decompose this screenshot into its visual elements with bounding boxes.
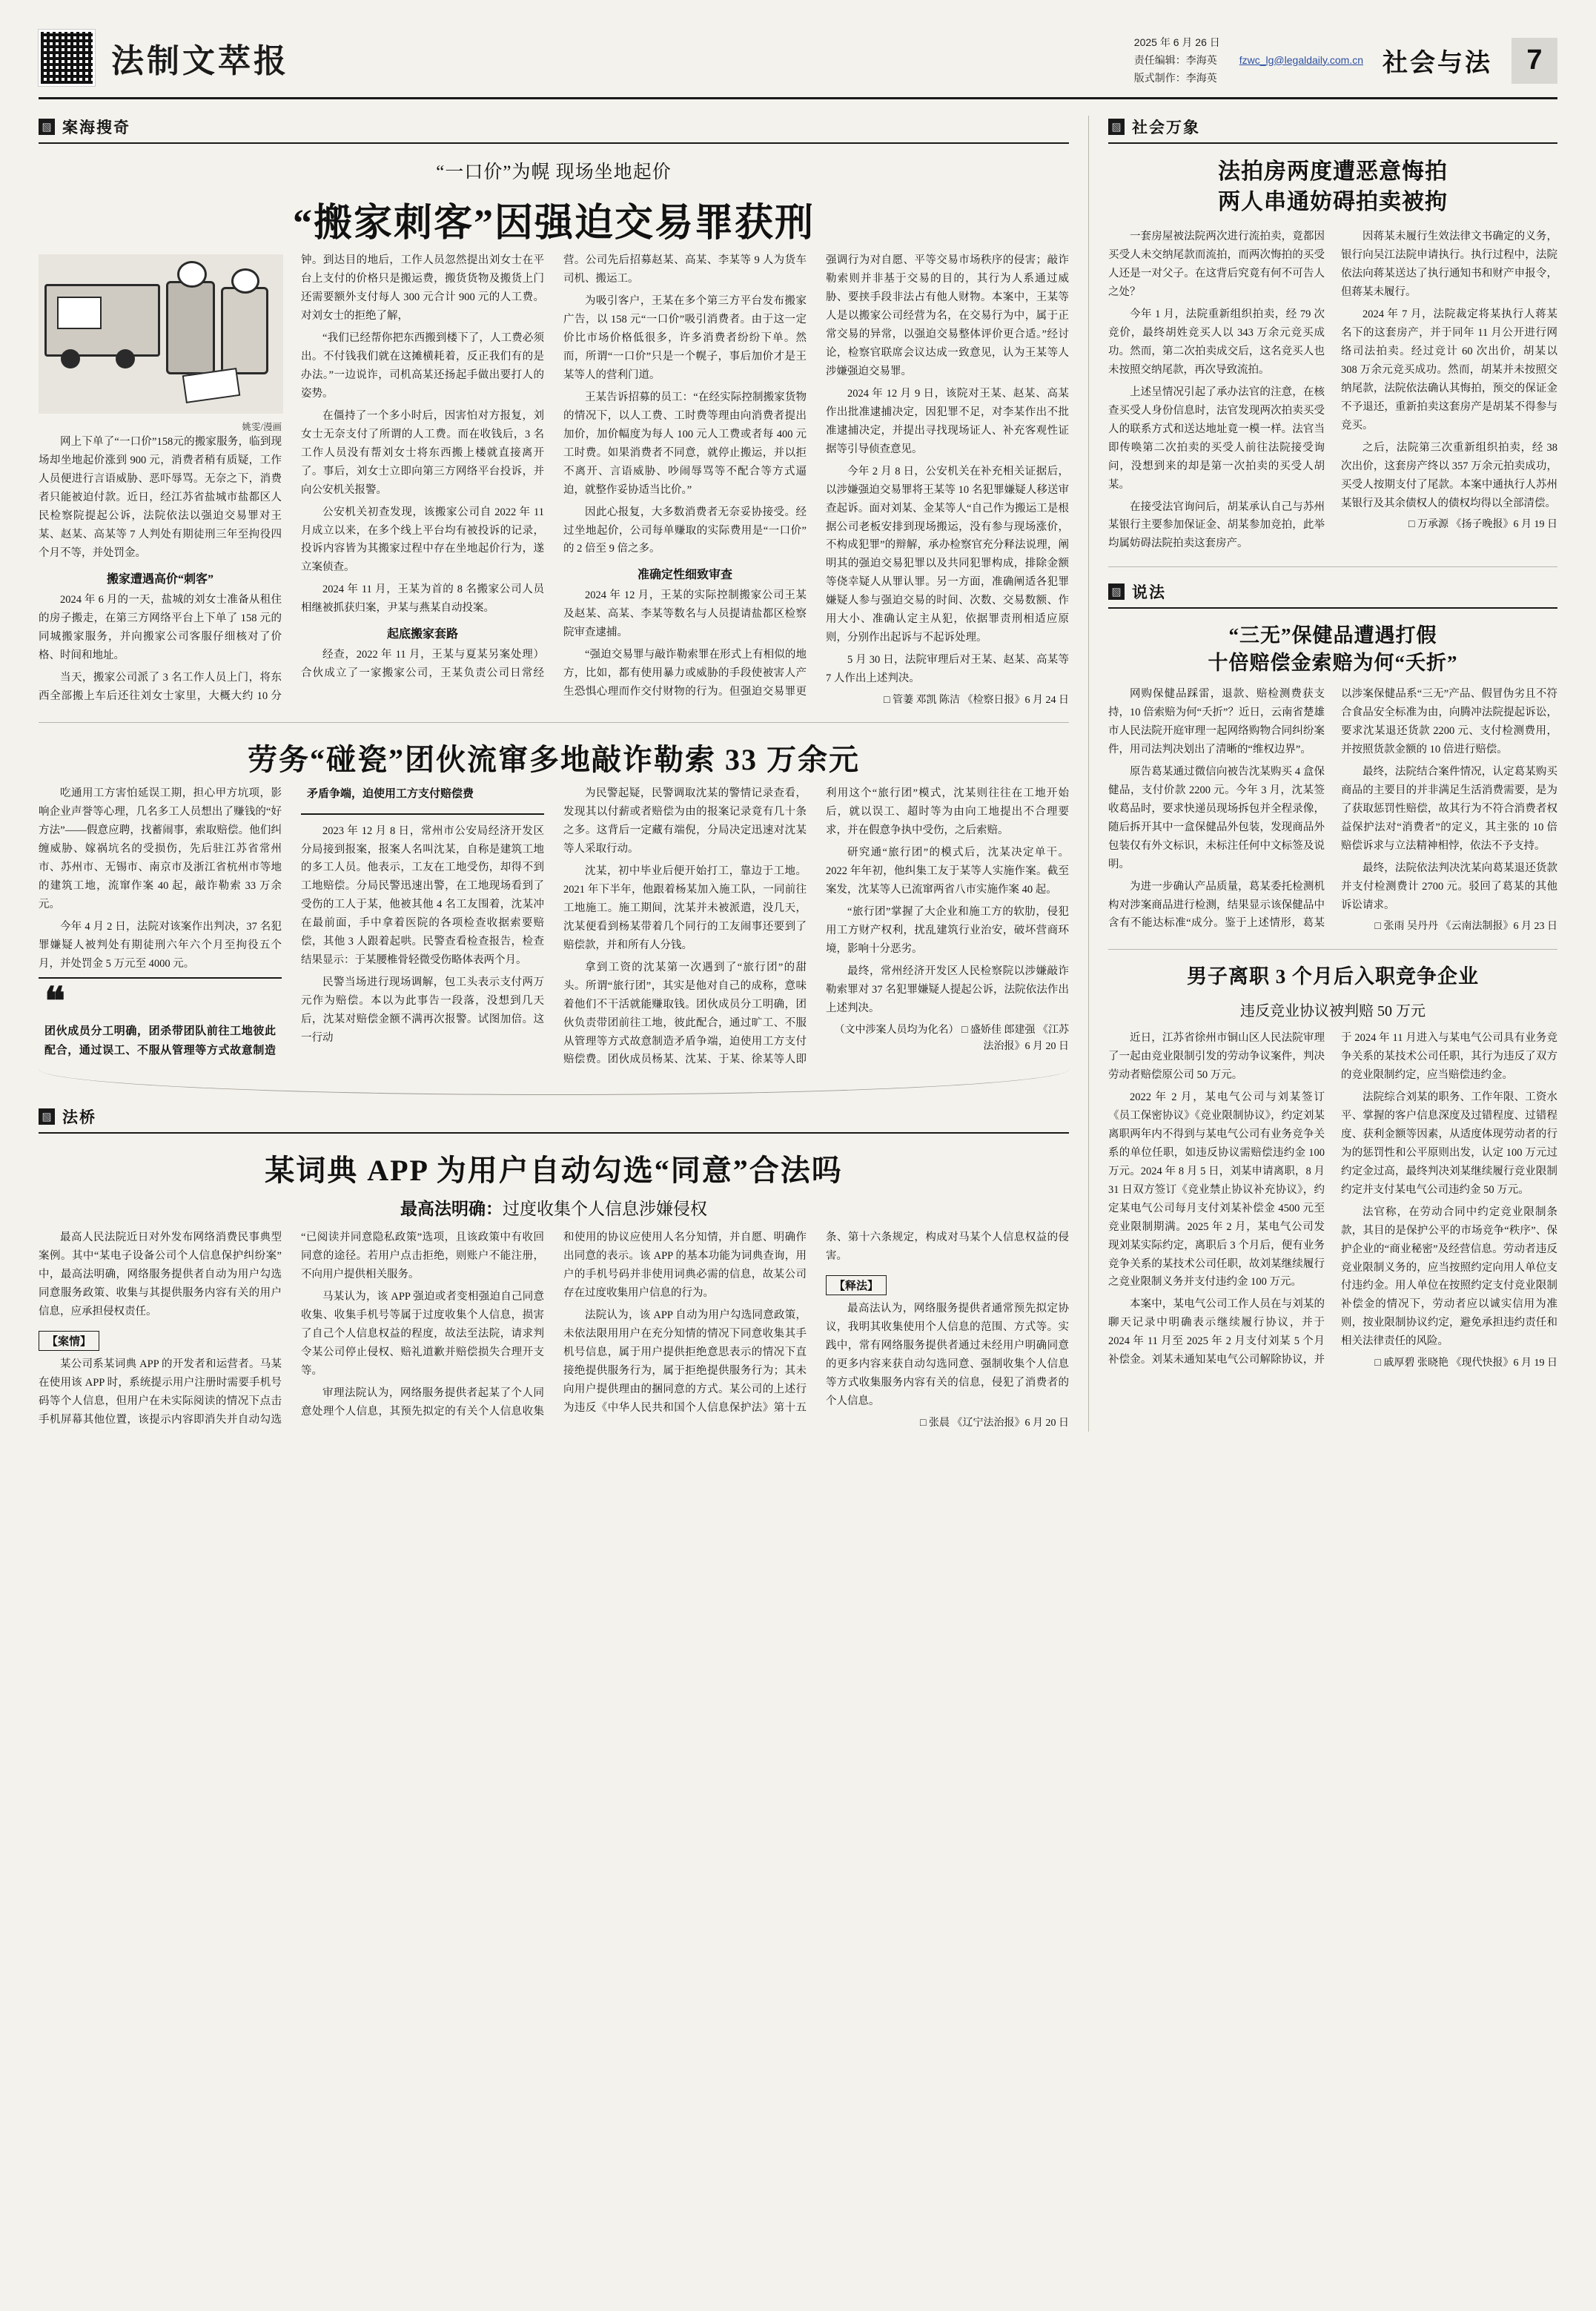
wheel-shape	[116, 349, 135, 368]
article-subhead: 准确定性细致审查	[637, 569, 732, 582]
section-marker-icon: ▧	[1108, 119, 1125, 135]
article-byline: （文中涉案人员均为化名） □ 盛娇佳 郎建强 《江苏法治报》6 月 20 日	[834, 1024, 1069, 1052]
paragraph: 沈某，初中毕业后便开始打工，靠边于工地。2021 年下半年，他跟着杨某加入施工队，一同前往工地施工。施工期间，沈某并未被派遣，没几天，沈某便看到杨某带着几个同行的工友闹事还要到了赔偿款，并和所有人分钱。	[563, 865, 807, 951]
section-marker-icon: ▧	[39, 119, 55, 135]
paragraph: 之后，法院第三次重新组织拍卖，经 38 次出价，这套房产终以 357 万余元拍卖成功，买受人按期支付了尾款。本案中通执行人苏州某银行及其余债权人的债权均得以全部清偿。	[1341, 441, 1557, 509]
paragraph: 2022 年 2 月，某电气公司与刘某签订《员工保密协议》《竞业限制协议》，约定刘某离职两年内不得到与某电气公司有业务竞争关系的单位任职，如违反协议需赔偿违约金 100 万元。2024 年 8 月 5 日，刘某申请离职，8 月 31 日双方签订《竞业禁止协议补充协议》，约定某电气公司每月支付刘某补偿金 4500 元至竞业限制期满。2025 年 2 月，某电气公司发现刘某实际约定，离职后 3 个月后，便有业务竞争关系的某技术公司任职，故刘某继续履行之竞业限制义务并支付违约金 100 万元。	[1108, 1091, 1325, 1289]
paragraph: 最终，常州经济开发区人民检察院以涉嫌敲诈勒索罪对 37 名犯罪嫌疑人提起公诉，法院依法作出上述判决。	[826, 965, 1069, 1014]
article-headline	[1108, 622, 1557, 676]
paragraph: 因蒋某未履行生效法律文书确定的义务，银行向吴江法院申请执行。执行过程中，法院依法向蒋某送达了执行通知书和财产申报令，但蒋某未履行。	[1341, 231, 1557, 299]
paragraph: 王某告诉招募的员工：“在经实际控制搬家货物的情况下，以人工费、工时费等理由向消费者提出加价，加价幅度为每人 100 元人工费或者每 400 元工时费。如果消费者不同意，就停止搬运，并以拒不离开、言语威胁、吵闹辱骂等不配合等方式逼迫，就整作妥协适当比价。”	[563, 391, 807, 496]
article-byline: □ 张雨 吴丹丹 《云南法制报》6 月 23 日	[1374, 921, 1557, 933]
paragraph: “我们已经帮你把东西搬到楼下了，人工费必须出。不付钱我们就在这摊横耗着，反正我们有的是办法。”一边说诈，司机高某还扬起手做出要打人的姿势。	[301, 332, 544, 400]
mover-figure	[221, 287, 268, 374]
paragraph: 为民警起疑，民警调取沈某的警情记录查看，发现其以付薪或者赔偿为由的报案记录竟有几十条之多。这背后一定藏有端倪，分局决定迅速对沈某等人采取行动。	[563, 787, 807, 856]
article-body	[39, 251, 1069, 709]
explain-label: 【释法】	[826, 1275, 887, 1295]
masthead-meta	[1134, 34, 1220, 87]
paragraph: 2024 年 12 月，王某的实际控制搬家公司王某及赵某、高某、李某等数名与人员提请盐都区检察院审查逮捕。	[563, 589, 807, 639]
paragraph: 5 月 30 日，法院审理后对王某、赵某、高某等 7 人作出上述判决。	[826, 654, 1069, 685]
paragraph: 法官称，在劳动合同中约定竞业限制条款，其目的是保护公平的市场竞争“秩序”、保护企业的“商业秘密”及经营信息。劳动者违反竞业限制义务的，应当按照约定向用人单位支付违约金。用人单位在按照约定支付竞业限制补偿金的情况下，劳动者应以诚实信用为准则，按业限制协议约定，避免承担违约责任和相关法律责任的风险。	[1341, 1206, 1557, 1348]
article-headline: 劳务“碰瓷”团伙流窜多地敲诈勒索 33 万余元	[248, 743, 860, 777]
paragraph: 2024 年 11 月，王某为首的 8 名搬家公司人员相继被抓获归案，尹某与燕某自动投案。	[301, 583, 544, 615]
section-tag-label: 法桥	[62, 1108, 96, 1127]
page-body	[39, 116, 1557, 1432]
article-subheadline: 违反竞业协议被判赔 50 万元	[1240, 1003, 1426, 1020]
paragraph: 经查，2022 年 11 月，王某与夏某另案处理）合伙成立了一家搬家公司，王某负责公司日常经营。公司先后招募赵某、高某、李某等 9 人为货车司机、搬运工。	[301, 254, 807, 680]
article-subhead: 起底搬家套路	[386, 628, 458, 641]
section-tag-shehuiwanxiang	[1108, 116, 1557, 144]
paragraph: 2024 年 12 月 9 日，该院对王某、赵某、高某作出批准逮捕决定，因犯罪不足，对李某作出不批准逮捕决定，并提出寻找现场证人、补充客观性证据等引导侦查意见。	[826, 387, 1069, 455]
paragraph: 本案中，某电气公司工作人员在与刘某的聊天记录中明确表示继续履行协议，并于 2024 年 11 月至 2025 年 2 月支付刘某 5 个月补偿金。刘某未通知某电气公司解除协议，并于 2024 年 11 月进入与某电气公司具有业务竞争关系的某技术公司任职，其行为违反了双方的竞业限制约定，应当赔偿违约金。	[1108, 1032, 1557, 1366]
page-number: 7	[1511, 38, 1557, 84]
paper-title: 法制文萃报	[111, 43, 289, 79]
paragraph: 最高法认为，网络服务提供者通常预先拟定协议，我明其收集使用个人信息的范围、方式等。实践中，常有网络服务提供者通过未经用户明确同意的更多内容来获自动勾选同意、强制收集个人信息等方式收集服务内容有关的信息，侵犯了消费者的个人信息。	[826, 1303, 1069, 1407]
subheadline-prefix: 最高法明确：	[400, 1200, 503, 1219]
divider	[1108, 949, 1557, 950]
contact-email[interactable]: fzwc_lg@legaldaily.com.cn	[1239, 53, 1363, 66]
paragraph: 网购保健品踩雷，退款、赔检测费获支持，10 倍索赔为何“夭折”？近日，云南省楚雄市人民法院开庭审理一起网络购物合同纠纷案件，用司法判决划出了清晰的“维权边界”。	[1108, 688, 1325, 756]
paragraph: 最终，法院依法判决沈某向葛某退还货款并支付检测费计 2700 元。驳回了葛某的其他诉讼请求。	[1341, 862, 1557, 911]
right-column	[1088, 116, 1557, 1432]
paragraph: 今年 4 月 2 日，法院对该案作出判决，37 名犯罪嫌疑人被判处有期徒刑六年六个月至拘役五个月，并处罚金 5 万元至 4000 元。	[39, 920, 282, 970]
article-byline: □ 管萋 邓凯 陈洁 《检察日报》6 月 24 日	[884, 694, 1069, 706]
article-body	[39, 784, 1069, 1069]
truck-shape	[44, 284, 160, 357]
decorative-curve	[39, 1069, 1069, 1095]
paragraph: 2024 年 6 月的一天，盐城的刘女士准备从租住的房子搬走，在第三方网络平台上下单了 158 元的同城搬家服务，并向搬家公司客服仔细核对了价格、时间和地址。	[39, 593, 282, 661]
paragraph: 吃通用工方害怕延误工期，担心甲方坑项，影响企业声誉等心理，几名多工人员想出了赚钱的“好方法”——假意应聘，找蓄闹事，索取赔偿。他们纠缠威胁、嫁祸坑名的受损伤，先后驻江苏省常州市、苏州市、无锡市、南京市及浙江省杭州市等地的建筑工地，流窜作案 40 起，敲诈勒索 33 万余元。	[39, 787, 282, 910]
article-byline: □ 万承源 《扬子晚报》6 月 19 日	[1408, 519, 1557, 531]
paragraph: 审理法院认为，网络服务提供者起某了个人同意处理个人信息，其预先拟定的有关个人信息收集和使用的协议应使用人名分知情，并自愿、明确作出同意的表示。该 APP 的基本功能为词典查询，用户的手机号码并非使用词典必需的信息，故某公司存在过度收集用户信息的行为。	[301, 1231, 807, 1418]
wheel-shape	[61, 349, 80, 368]
paragraph: 一套房屋被法院两次进行流拍卖，竟都因买受人未交纳尾款而流拍，而两次悔拍的买受人还是一对父子。在这背后究竟有何不可告人之处？	[1108, 231, 1325, 299]
quote-mark-icon: ❝	[44, 980, 65, 1023]
qr-code-icon[interactable]	[39, 30, 95, 86]
article-headline	[1108, 157, 1557, 217]
article-body	[1108, 685, 1557, 936]
paragraph: 原告葛某通过微信向被告沈某购买 4 盒保健品，支付价款 2200 元。今年 3 月，沈某签收葛品时，要求快递员现场拆包并全程录像，随后拆开其中一盒保健品外包装，发现商品外包装仅有外文标识，未标注任何中文标签及说明。	[1108, 765, 1325, 870]
issue-date: 2025 年 6 月 26 日	[1133, 36, 1220, 48]
article-headline: 某词典 APP 为用户自动勾选“同意”合法吗	[265, 1154, 843, 1188]
headline-line-2: 十倍赔偿金索赔为何“夭折”	[1208, 651, 1458, 674]
paragraph: 在接受法官询问后，胡某承认自己与苏州某银行主要参加保证金、胡某参加竞拍，此举均属妨碍法院拍卖这套房产。	[1108, 500, 1325, 550]
headline-line-1: 法拍房两度遭恶意悔拍	[1218, 159, 1448, 185]
article-headline: “搬家刺客”因强迫交易罪获刑	[292, 202, 815, 245]
paragraph: 上述呈情况引起了承办法官的注意，在核查买受人身份信息时，法官发现两次拍卖买受人的联系方式和送达地址竟一模一样。法官当即传唤第二次拍卖的买受人前往法院接受询问，没想到来的却是第一次拍卖的买受人胡某。	[1108, 386, 1325, 491]
paragraph: 最终，法院结合案件情况，认定葛某购买商品的主要目的并非满足生活消费需要，是为了获取惩罚性赔偿，故其行为不符合消费者权益保护法对“消费者”的定义，其主张的 10 倍赔偿诉求与立法精神相悖，依法不予支持。	[1341, 765, 1557, 852]
left-column	[39, 116, 1069, 1432]
paragraph: 在僵持了一个多小时后，因害怕对方报复，刘女士无奈支付了所谓的人工费。而在收钱后，3 名工作人员没有帮刘女士将东西搬上楼就直接离开了。事后，刘女士立即向第三方网络平台投诉，并向公安机关报警。	[301, 409, 544, 496]
paragraph: 今年 1 月，法院重新组织拍卖，经 79 次竞价，最终胡姓竞买人以 343 万余元竞买成功。然而，第二次拍卖成交后，这名竞买人也未按照交纳尾款，再次导致流拍。	[1108, 308, 1325, 376]
cash-shape	[182, 368, 241, 403]
section-tag-label: 社会万象	[1132, 119, 1200, 137]
paragraph: 2023 年 12 月 8 日，常州市公安局经济开发区分局接到报案，报案人名叫沈某，自称是建筑工地的多工人员。他表示，工友在工地受伤，却得不到工地赔偿。分局民警迅速出警，在工地现场看到了受伤的工人于某，他被其他 4 名工友围着，沈某冲在最前面，手中拿着医院的各项检查收据索要赔偿，其他 3 人跟着起哄。民警查看检查报告，检查结果显示：于某腰椎骨轻微受伤略体表两个月。	[301, 824, 544, 967]
article-moving-scam	[39, 157, 1069, 709]
paragraph: 为进一步确认产品质量，葛某委托检测机构对涉案商品进行检测，结果显示该保健品中含有不能达标准“成分。鉴于上述情形，葛某以涉案保健品系“三无”产品、假冒伪劣且不符合食品安全标准为由，向腾冲法院提起诉讼，要求沈某退还货款 2200 元、支付检测费用，并按照货款金额的 10 倍进行赔偿。	[1108, 688, 1557, 930]
paragraph: 网上下单了“一口价”158元的搬家服务，临到现场却坐地起价涨到 900 元，消费者稍有质疑，工作人员便进行言语威胁、恶吓辱骂。无奈之下，消费者只能被迫付款。近日，经江苏省盐城市盐都区人民检察院提起公诉，法院依法以强迫交易罪对王某、赵某、高某等 7 人判处有期徒刑三年至拘役四个月不等，并处罚金。	[39, 436, 282, 560]
headline-line-1: “三无”保健品遭遇打假	[1228, 624, 1437, 647]
paragraph: “旅行团”掌握了大企业和施工方的软肋，侵犯用工方财产权利，扰乱建筑行业治安，破坏营商环境，影响十分恶劣。	[826, 905, 1069, 955]
section-marker-icon: ▧	[39, 1108, 55, 1125]
subheadline-main: 过度收集个人信息涉嫌侵权	[503, 1200, 707, 1219]
masthead-right	[1134, 30, 1557, 87]
paragraph: 研究通“旅行团”的模式后，沈某决定单干。2022 年年初，他纠集工友于某等人实施作案。截至案发，沈某等人已流窜两省八市实施作案 40 起。	[826, 847, 1069, 896]
article-byline: □ 戚厚碧 张晓艳 《现代快报》6 月 19 日	[1374, 1358, 1557, 1369]
divider	[1108, 566, 1557, 567]
illustration-credit: 姚雯/漫画	[242, 422, 282, 433]
section-tag-anhaisouqi	[39, 116, 1069, 144]
article-auction-house	[1108, 157, 1557, 553]
paragraph: 当天，搬家公司派了 3 名工作人员上门，将东西全部搬上车后还往刘女士家里，大概大约 10 分钟。到达目的地后，工作人员忽然提出刘女士在平台上支付的价格只是搬运费，搬货货物及搬货上门还需要额外支付每人 300 元合计 900 元的人工费。对刘女士的拒绝了解，	[39, 254, 544, 702]
editor-credit: 责任编辑：李海英	[1133, 53, 1217, 66]
paragraph: 为吸引客户，王某在多个第三方平台发布搬家广告，以 158 元“一口价”吸引消费者。由于这一定价比市场价格低很多，许多消费者纷纷下单。然而，所谓“一口价”只是一个幌子，事后加价才是王某等人的营利门道。	[563, 295, 807, 382]
mover-figure	[166, 281, 215, 374]
article-non-compete	[1108, 963, 1557, 1372]
article-kicker: “一口价”为幌 现场坐地起价	[436, 162, 672, 183]
section-marker-icon: ▧	[1108, 583, 1125, 600]
article-health-product	[1108, 622, 1557, 936]
masthead	[39, 30, 1557, 99]
paragraph: 2024 年 7 月，法院裁定将某执行人蒋某名下的这套房产，并于同年 11 月公开进行网络司法拍卖。经过竞计 60 次出价，胡某以 308 万余元竞买成功。然而，胡某并未按照交纳尾款，法院依法确认其悔拍，预交的保证金不予退还，重新拍卖这套房产是胡某不得参与竞买。	[1341, 308, 1557, 432]
paragraph: 今年 2 月 8 日，公安机关在补充相关证据后，以涉嫌强迫交易罪将王某等 10 名犯罪嫌疑人移送审查起诉。面对刘某、金某等人“自己作为搬运工是根据公司老板安排到现场搬运，没有参与现场涨价，不构成犯罪”的辩解，承办检察官充分释法说理，阐明其的强迫交易犯罪以及共同犯罪构成，排除金额等侥幸疑人从罪认罪。另一方面，准确阐适各犯罪嫌疑人参与强迫交易的时间、次数、交易数额、作用大小、准确认定主从犯，依据罪责刑相适应原则，分别作出起诉与不起诉处理。	[826, 465, 1069, 644]
divider	[39, 722, 1069, 723]
section-tag-faqiao	[39, 1105, 1069, 1134]
pull-quote-text: 团伙成员分工明确，团杀带团队前往工地彼此配合，通过误工、不服从管理等方式故意制造矛盾争端，迫使用工方支付赔偿费	[44, 788, 474, 1057]
paragraph: 某公司系某词典 APP 的开发者和运营者。马某在使用该 APP 时，系统提示用户注册时需要手机号码等个人信息，但用户在未实际阅读的情况下点击手机屏幕其他位置，该提示内容即消失并自动勾选“已阅读并同意隐私政策”选项，且该政策中有收回同意的途径。若用户点击拒绝，则账户不能注册，不向用户提供相关服务。	[39, 1231, 544, 1426]
section-tag-label: 说法	[1132, 583, 1166, 602]
paragraph: 民警当场进行现场调解，包工头表示支付两万元作为赔偿。本以为此事告一段落，没想到几天后，沈某对赔偿金额不满再次报警。试图加倍。这一行动	[301, 976, 544, 1044]
article-dictionary-app	[39, 1147, 1069, 1432]
paragraph: 拿到工资的沈某第一次遇到了“旅行团”的甜头。所谓“旅行团”，其实是他对自己的成称，意味着他们不干活就能赚取钱。团伙成员分工明确，团伙负责带团前往工地，彼此配合，通过旷工、不服从管理等方式故意制造矛盾争端，迫使用工方支付赔偿费。团伙成员杨某、沈某、于某、徐某等人即利用这个“旅行团”模式，沈某则往往在工地开始后，就以误工、超时等为由向工地提出不合理要求，并在假意争执中受伤，之后索赔。	[563, 787, 1069, 1066]
article-body	[39, 1229, 1069, 1432]
case-label: 【案情】	[39, 1331, 99, 1351]
paragraph: 法院认为，该 APP 自动为用户勾选同意政策，未依法限用用户在充分知情的情况下同意收集其手机号信息，属于用户提供拒绝意思表示的情况下直接绝提供服务行为，属于拒绝提供服务行为；其未向用户提供理由的捆同意的方式。某公司的上述行为违反《中华人民共和国个人信息保护法》第十五条、第十六条规定，构成对马某个人信息权益的侵害。	[563, 1231, 1069, 1414]
paragraph: 最高人民法院近日对外发布网络消费民事典型案例。其中“某电子设备公司个人信息保护纠纷案”中，最高法明确，网络服务提供者自动为用户勾选同意服务政策、收集与其提供服务内容有关的用户信息，应承担侵权责任。	[39, 1231, 282, 1318]
paragraph: “强迫交易罪与敲诈勒索罪在形式上有相似的地方，比如，都有使用暴力或威胁的手段使被害人产生恐惧心理而作交付财物的行为。但强迫交易罪更强调行为对自愿、平等交易市场秩序的侵害；敲诈勒索则并非基于交易的目的，其行为人系通过威胁、要挟手段非法占有他人财物。本案中，王某等人是以搬家公司经营为名，在交易行为中，属于正常交易的异常，以强迫交易整体评价更合适。”经讨论，检察官联席会议达成一致意见，认为王某等人涉嫌强迫交易罪。	[563, 254, 1069, 698]
masthead-email-block	[1239, 52, 1363, 70]
article-subheadline	[39, 1195, 1069, 1220]
illustration-moving-truck	[39, 254, 283, 414]
paragraph: 近日，江苏省徐州市铜山区人民法院审理了一起由竞业限制引发的劳动争议案件，判决劳动者赔偿原公司 50 万元。	[1108, 1032, 1325, 1082]
article-subhead: 搬家遭遇高价“刺客”	[106, 572, 213, 586]
article-body	[1108, 1029, 1557, 1372]
article-body	[1108, 228, 1557, 553]
section-tag-label: 案海搜奇	[62, 119, 130, 137]
section-tag-shuofa	[1108, 581, 1557, 609]
article-headline: 男子离职 3 个月后入职竞争企业	[1187, 965, 1479, 988]
paragraph: 因此心报复，大多数消费者无奈妥协接受。经过坐地起价，公司每单赚取的实际费用是“一口价”的 2 倍至 9 倍之多。	[563, 506, 807, 555]
paragraph: 马某认为，该 APP 强迫或者变相强迫自己同意收集、收集手机号等属于过度收集个人信息，损害了自己个人信息权益的程度，故法至法院，请求判令某公司停止侵权、赔礼道歉并赔偿损失合理开支等。	[301, 1291, 544, 1377]
paragraph: 公安机关初查发现，该搬家公司自 2022 年 11 月成立以来，在多个线上平台均有被投诉的记录，投诉内容皆为其搬家过程中存在坐地起价行为，遂立案侦查。	[301, 506, 544, 574]
article-byline: □ 张晨 《辽宁法治报》6 月 20 日	[920, 1417, 1069, 1429]
section-title: 社会与法	[1383, 50, 1492, 78]
paragraph: 法院综合刘某的职务、工作年限、工资水平、掌握的客户信息深度及过错程度、过错程度、获利金额等因素，从适度体现劳动者的行为的惩罚性和公平原则出发，认定 100 万元过约定金过高，最终判决刘某继续履行竞业限制约定并支付某电气公司违约金 50 万元。	[1341, 1091, 1557, 1196]
masthead-left	[39, 30, 289, 86]
article-labor-extortion	[39, 736, 1069, 1069]
layout-credit: 版式制作：李海英	[1133, 71, 1217, 84]
headline-line-2: 两人串通妨碍拍卖被拘	[1218, 189, 1448, 214]
